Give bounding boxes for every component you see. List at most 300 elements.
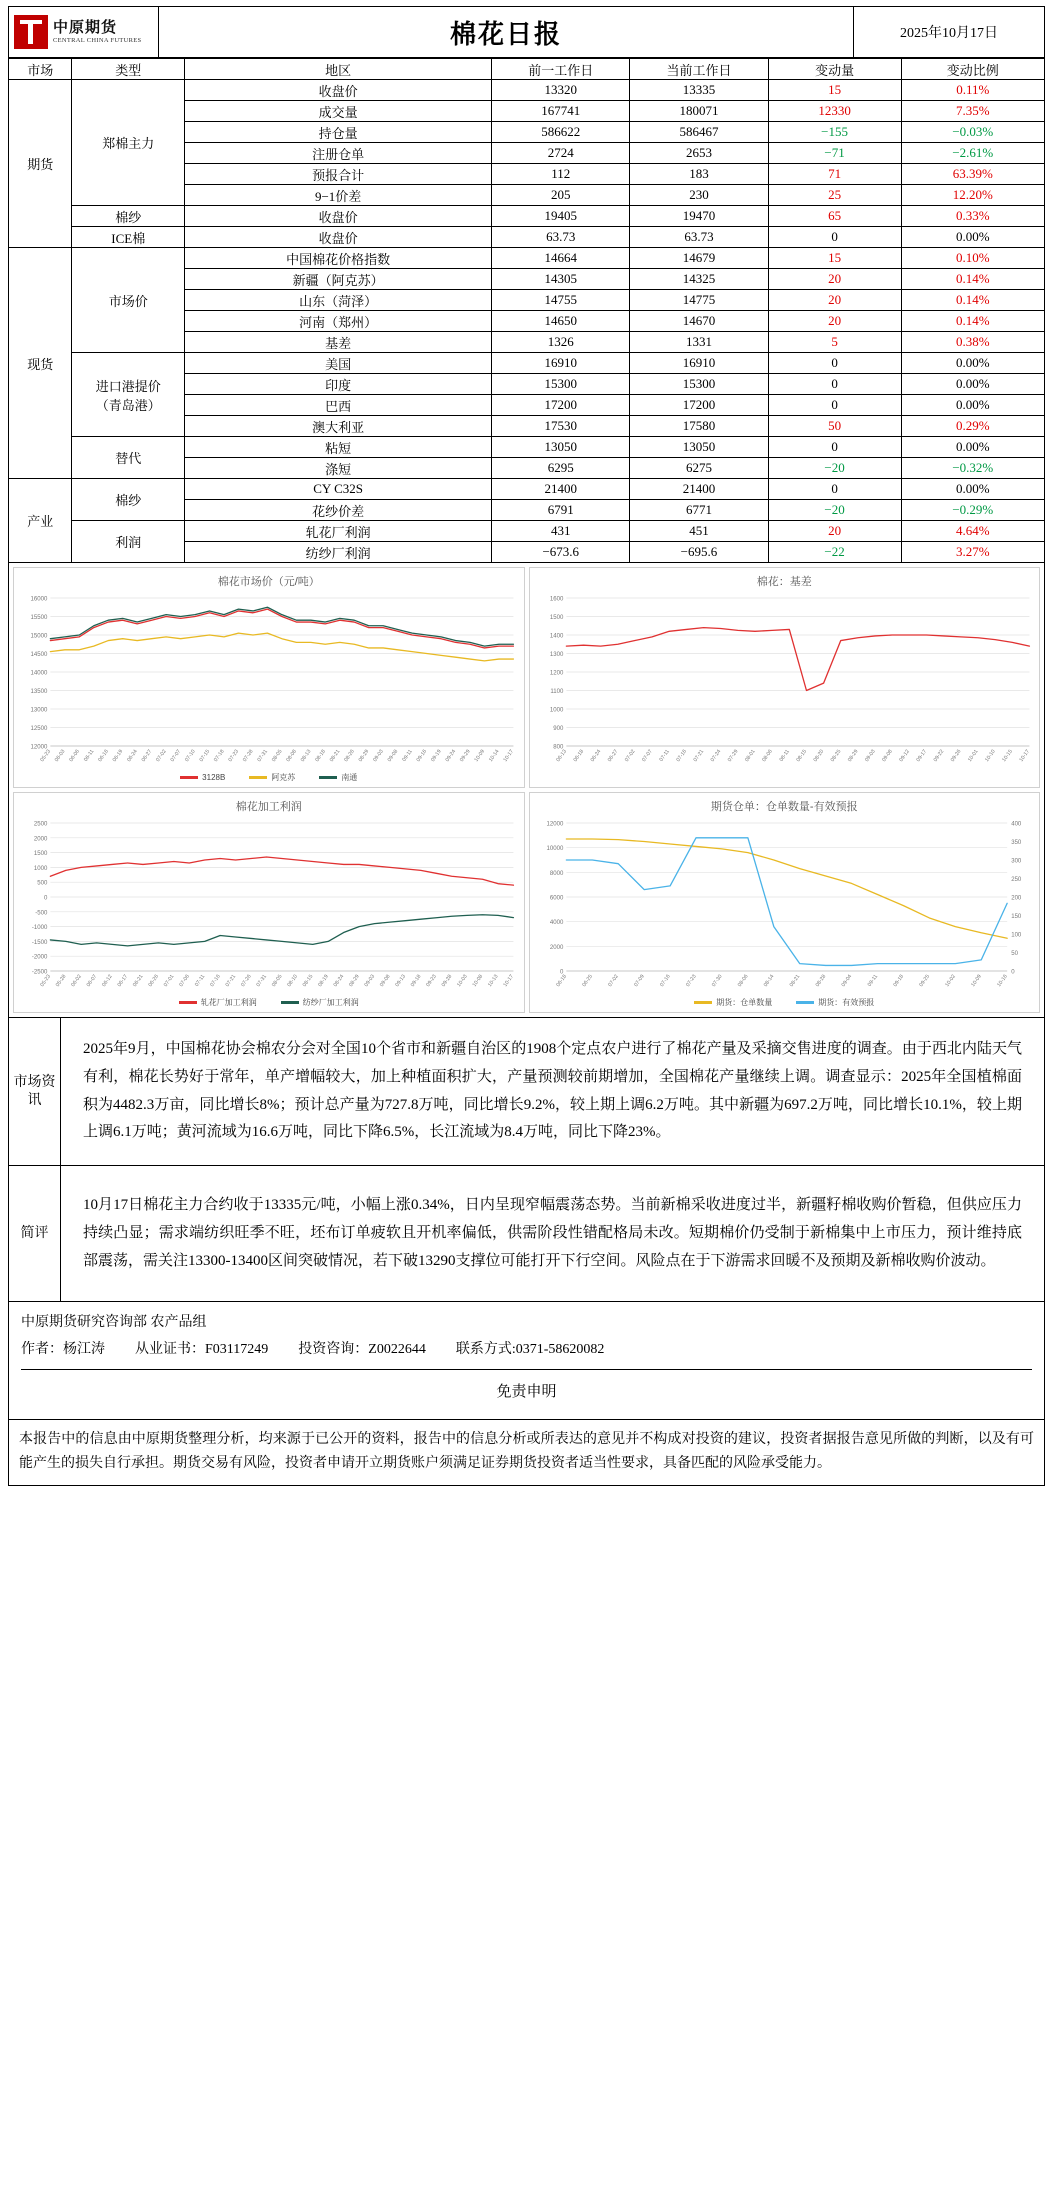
cell-change: 20	[768, 521, 901, 542]
cell-prev-value: 2724	[492, 143, 630, 164]
cell-prev-value: 16910	[492, 353, 630, 374]
svg-text:09-22: 09-22	[932, 748, 945, 764]
comment-block	[8, 1166, 1045, 1302]
cell-current-value: 14670	[630, 311, 768, 332]
svg-text:07-09: 07-09	[632, 973, 646, 989]
th-type: 类型	[72, 59, 185, 80]
chart-legend	[532, 995, 1038, 1012]
cell-change-pct: −2.61%	[901, 143, 1044, 164]
market-data-table	[8, 58, 1045, 563]
svg-text:07-02: 07-02	[623, 748, 637, 764]
svg-text:150: 150	[1010, 914, 1021, 920]
cell-change-pct: 0.00%	[901, 479, 1044, 500]
svg-text:09-23: 09-23	[425, 973, 438, 989]
chart-title: 期货仓单：仓单数量-有效预报	[710, 801, 858, 813]
svg-text:15000: 15000	[30, 633, 48, 640]
svg-text:2000: 2000	[33, 836, 48, 843]
table-row	[9, 206, 1045, 227]
svg-text:07-18: 07-18	[213, 748, 226, 764]
legend-swatch	[249, 776, 267, 779]
th-prev: 前一工作日	[492, 59, 630, 80]
svg-text:10-08: 10-08	[471, 973, 485, 989]
logo-name-cn: 中原期货	[53, 20, 118, 37]
svg-text:10-02: 10-02	[943, 973, 957, 989]
cell-type: 棉纱	[72, 206, 185, 227]
svg-text:09-13: 09-13	[394, 973, 408, 989]
svg-text:06-21: 06-21	[131, 973, 145, 989]
svg-text:2500: 2500	[33, 821, 48, 828]
cell-change: −20	[768, 458, 901, 479]
comment-text: 10月17日棉花主力合约收于13335元/吨，小幅上涨0.34%，日内呈现窄幅震荡态势。当前新棉采收进度过半，新疆籽棉收购价暂稳，但供应压力持续凸显；需求端纺织旺季不旺，坯布订单疲软且开机率偏低，供需阶段性错配格局未改。短期棉价仍受制于新棉集中上市压力，预计维持底部震荡，需关注13300-13400区间突破情况，若下破13290支撑位可能打开下行空间。风险点在于下游需求回暖不及预期及新棉收购价波动。	[83, 1197, 1022, 1269]
cell-prev-value: 431	[492, 521, 630, 542]
cell-change-pct: −0.29%	[901, 500, 1044, 521]
svg-text:10000: 10000	[546, 846, 563, 853]
cell-change-pct: 63.39%	[901, 164, 1044, 185]
svg-text:09-17: 09-17	[915, 748, 928, 764]
svg-text:08-29: 08-29	[348, 973, 361, 989]
legend-label: 轧花厂加工利润	[200, 998, 257, 1007]
footer-consult: 投资咨询：Z0022644	[298, 1341, 426, 1357]
svg-text:07-23: 07-23	[227, 748, 241, 764]
legend-swatch	[796, 1001, 814, 1004]
svg-text:08-21: 08-21	[328, 748, 342, 764]
footer-divider	[21, 1369, 1032, 1370]
cell-change-pct: 12.20%	[901, 185, 1044, 206]
svg-text:06-06: 06-06	[68, 748, 81, 764]
chart-canvas	[532, 590, 1038, 770]
svg-text:12000: 12000	[30, 744, 48, 751]
svg-text:07-02: 07-02	[606, 973, 620, 989]
svg-text:08-29: 08-29	[357, 748, 371, 764]
cell-change-pct: −0.03%	[901, 122, 1044, 143]
svg-text:10-14: 10-14	[487, 748, 501, 764]
cell-region: 美国	[185, 353, 492, 374]
chart-title: 棉花加工利润	[235, 801, 302, 813]
cell-market: 现货	[9, 248, 72, 479]
svg-text:07-16: 07-16	[658, 973, 672, 989]
svg-text:09-03: 09-03	[363, 973, 377, 989]
cell-region: 花纱价差	[185, 500, 492, 521]
cell-change-pct: 4.64%	[901, 521, 1044, 542]
report-date: 2025年10月17日	[900, 26, 998, 41]
chart-legend	[16, 995, 522, 1012]
svg-text:08-20: 08-20	[812, 748, 825, 764]
svg-text:07-23: 07-23	[684, 973, 698, 989]
svg-text:10-10: 10-10	[983, 748, 997, 764]
cell-region: 巴西	[185, 395, 492, 416]
cell-region: 新疆（阿克苏）	[185, 269, 492, 290]
svg-text:06-18: 06-18	[554, 973, 568, 989]
cell-change-pct: 0.00%	[901, 437, 1044, 458]
svg-text:10-15: 10-15	[1000, 748, 1014, 764]
cell-change: 12330	[768, 101, 901, 122]
cell-type: ICE棉	[72, 227, 185, 248]
svg-text:07-31: 07-31	[255, 973, 269, 989]
cell-change: 71	[768, 164, 901, 185]
svg-text:09-16: 09-16	[415, 748, 429, 764]
svg-text:09-28: 09-28	[440, 973, 454, 989]
cell-current-value: 230	[630, 185, 768, 206]
svg-text:13500: 13500	[30, 689, 48, 695]
th-market: 市场	[9, 59, 72, 80]
svg-text:-500: -500	[35, 910, 48, 917]
chart-processing-profit	[13, 792, 525, 1013]
cell-prev-value: 21400	[492, 479, 630, 500]
cell-change: 65	[768, 206, 901, 227]
svg-text:10-13: 10-13	[486, 973, 500, 989]
cell-current-value: 14679	[630, 248, 768, 269]
cell-region: 收盘价	[185, 80, 492, 101]
svg-text:200: 200	[1010, 895, 1021, 902]
cell-current-value: 451	[630, 521, 768, 542]
svg-text:05-23: 05-23	[39, 748, 53, 764]
svg-text:-2000: -2000	[31, 954, 48, 961]
svg-text:07-31: 07-31	[256, 748, 270, 764]
svg-text:06-19: 06-19	[111, 748, 125, 764]
cell-current-value: 17200	[630, 395, 768, 416]
svg-text:06-03: 06-03	[53, 748, 67, 764]
th-curr: 当前工作日	[630, 59, 768, 80]
svg-text:09-03: 09-03	[863, 748, 877, 764]
cell-current-value: 13050	[630, 437, 768, 458]
chart-warehouse-receipts	[529, 792, 1041, 1013]
cell-current-value: 586467	[630, 122, 768, 143]
cell-prev-value: 6295	[492, 458, 630, 479]
market-news-label: 市场资讯	[9, 1018, 61, 1165]
cell-change: 0	[768, 374, 901, 395]
legend-swatch	[694, 1001, 712, 1004]
svg-text:08-25: 08-25	[829, 748, 842, 764]
svg-text:1500: 1500	[33, 851, 48, 858]
legend-item	[319, 772, 357, 783]
svg-text:09-11: 09-11	[866, 973, 879, 988]
cell-region: 持仓量	[185, 122, 492, 143]
svg-text:09-26: 09-26	[949, 748, 962, 764]
svg-text:09-12: 09-12	[897, 748, 911, 764]
cell-change-pct: 0.29%	[901, 416, 1044, 437]
cell-current-value: 14775	[630, 290, 768, 311]
cell-current-value: 19470	[630, 206, 768, 227]
cell-current-value: 2653	[630, 143, 768, 164]
svg-text:07-11: 07-11	[193, 973, 207, 988]
cell-prev-value: 205	[492, 185, 630, 206]
cell-change: 0	[768, 353, 901, 374]
logo-name-en: CENTRAL CHINA FUTURES	[53, 36, 142, 44]
svg-text:300: 300	[1010, 858, 1021, 865]
cell-prev-value: 63.73	[492, 227, 630, 248]
cell-region: 收盘价	[185, 227, 492, 248]
svg-text:0: 0	[559, 969, 563, 976]
table-row	[9, 479, 1045, 500]
cell-change: 50	[768, 416, 901, 437]
th-region: 地区	[185, 59, 492, 80]
cell-type: 棉纱	[72, 479, 185, 521]
cell-change: 0	[768, 437, 901, 458]
cell-change-pct: 0.14%	[901, 290, 1044, 311]
svg-text:08-26: 08-26	[343, 748, 356, 764]
svg-text:07-26: 07-26	[240, 973, 253, 989]
svg-text:08-15: 08-15	[794, 748, 808, 764]
cell-current-value: 21400	[630, 479, 768, 500]
table-row	[9, 521, 1045, 542]
cell-change: 20	[768, 311, 901, 332]
svg-text:06-16: 06-16	[97, 748, 110, 764]
cell-type: 进口港提价 （青岛港）	[72, 353, 185, 437]
svg-text:05-23: 05-23	[39, 973, 53, 989]
svg-text:1500: 1500	[549, 615, 563, 621]
svg-text:800: 800	[552, 744, 563, 751]
cell-region: 中国棉花价格指数	[185, 248, 492, 269]
cell-region: 涤短	[185, 458, 492, 479]
cell-region: 粘短	[185, 437, 492, 458]
svg-text:10-03: 10-03	[456, 973, 469, 989]
cell-change: 25	[768, 185, 901, 206]
legend-swatch	[180, 776, 198, 779]
svg-text:07-16: 07-16	[209, 973, 222, 989]
svg-text:10-09: 10-09	[473, 748, 487, 764]
svg-text:50: 50	[1010, 951, 1018, 957]
svg-text:07-24: 07-24	[709, 748, 722, 764]
legend-label: 期货：仓单数量	[716, 998, 773, 1007]
legend-label: 3128B	[202, 773, 226, 782]
svg-text:10-01: 10-01	[966, 748, 980, 764]
svg-text:05-28: 05-28	[54, 973, 68, 989]
cell-region: 山东（菏泽）	[185, 290, 492, 311]
cell-current-value: 13335	[630, 80, 768, 101]
svg-text:06-12: 06-12	[101, 973, 114, 989]
cell-change: −20	[768, 500, 901, 521]
cell-region: 注册仓单	[185, 143, 492, 164]
legend-item	[281, 997, 359, 1008]
cell-change: 20	[768, 290, 901, 311]
cell-change: −155	[768, 122, 901, 143]
cell-current-value: 15300	[630, 374, 768, 395]
cell-type: 市场价	[72, 248, 185, 353]
cell-current-value: 14325	[630, 269, 768, 290]
cell-current-value: 17580	[630, 416, 768, 437]
svg-text:16000: 16000	[30, 596, 48, 603]
svg-text:06-13: 06-13	[554, 748, 568, 764]
table-row	[9, 353, 1045, 374]
cell-change: 5	[768, 332, 901, 353]
chart-cotton-spot-price	[13, 567, 525, 788]
cell-prev-value: 14755	[492, 290, 630, 311]
svg-text:06-24: 06-24	[126, 748, 139, 764]
cell-prev-value: 14305	[492, 269, 630, 290]
legend-swatch	[179, 1001, 197, 1004]
svg-text:900: 900	[552, 726, 563, 732]
svg-text:10-17: 10-17	[502, 973, 516, 989]
svg-text:08-14: 08-14	[762, 973, 775, 989]
cell-prev-value: 167741	[492, 101, 630, 122]
table-header-row	[9, 59, 1045, 80]
svg-text:08-11: 08-11	[778, 748, 791, 763]
svg-text:08-06: 08-06	[760, 748, 774, 764]
cell-prev-value: −673.6	[492, 542, 630, 563]
svg-text:08-21: 08-21	[788, 973, 801, 989]
table-body	[9, 80, 1045, 563]
cell-change-pct: −0.32%	[901, 458, 1044, 479]
cell-type: 替代	[72, 437, 185, 479]
cell-prev-value: 6791	[492, 500, 630, 521]
cell-current-value: 1331	[630, 332, 768, 353]
svg-text:12500: 12500	[30, 726, 48, 732]
svg-text:08-05: 08-05	[270, 748, 284, 764]
svg-text:09-24: 09-24	[444, 748, 458, 764]
svg-text:8000: 8000	[549, 870, 563, 877]
svg-text:06-25: 06-25	[580, 973, 594, 989]
cell-change: −71	[768, 143, 901, 164]
cell-change: 15	[768, 248, 901, 269]
svg-text:1000: 1000	[33, 865, 48, 872]
legend-item	[694, 997, 772, 1008]
cell-current-value: 63.73	[630, 227, 768, 248]
svg-text:07-29: 07-29	[726, 748, 740, 764]
cell-change: 0	[768, 479, 901, 500]
svg-text:14000: 14000	[30, 670, 48, 677]
chart-legend	[532, 770, 1038, 776]
svg-text:07-21: 07-21	[224, 973, 238, 989]
legend-item	[796, 997, 874, 1008]
svg-text:-2500: -2500	[31, 969, 48, 976]
legend-item	[179, 997, 257, 1008]
page-title: 棉花日报	[159, 7, 854, 57]
svg-text:09-19: 09-19	[430, 748, 443, 764]
svg-text:10-17: 10-17	[502, 748, 516, 764]
cell-change: −22	[768, 542, 901, 563]
cell-region: 河南（郑州）	[185, 311, 492, 332]
svg-text:1300: 1300	[549, 652, 563, 658]
svg-text:06-07: 06-07	[85, 973, 99, 989]
cell-prev-value: 1326	[492, 332, 630, 353]
svg-text:06-27: 06-27	[606, 748, 619, 764]
cell-change-pct: 0.00%	[901, 395, 1044, 416]
cell-change-pct: 0.00%	[901, 227, 1044, 248]
svg-text:08-24: 08-24	[332, 973, 346, 989]
svg-text:07-15: 07-15	[198, 748, 212, 764]
legend-swatch	[281, 1001, 299, 1004]
svg-text:09-04: 09-04	[840, 973, 853, 989]
cell-region: 纺纱厂利润	[185, 542, 492, 563]
cell-current-value: 180071	[630, 101, 768, 122]
legend-swatch	[319, 776, 337, 779]
svg-text:07-06: 07-06	[178, 973, 191, 989]
svg-text:09-03: 09-03	[372, 748, 385, 764]
report-header	[8, 6, 1045, 58]
cell-current-value: 16910	[630, 353, 768, 374]
footer-license: 从业证书：F03117249	[135, 1341, 269, 1357]
svg-text:09-18: 09-18	[409, 973, 423, 989]
svg-text:07-07: 07-07	[640, 748, 654, 764]
cell-type: 利润	[72, 521, 185, 563]
th-change: 变动量	[768, 59, 901, 80]
svg-text:350: 350	[1010, 840, 1021, 846]
th-change-pct: 变动比例	[901, 59, 1044, 80]
cell-region: 印度	[185, 374, 492, 395]
svg-text:13000: 13000	[30, 707, 48, 714]
cell-market: 产业	[9, 479, 72, 563]
footer-author: 作者：杨江涛	[21, 1341, 105, 1357]
legend-label: 纺纱厂加工利润	[302, 998, 359, 1007]
logo-icon	[14, 15, 48, 49]
svg-text:08-08: 08-08	[285, 748, 299, 764]
charts-section	[8, 563, 1045, 1018]
cell-change: 0	[768, 227, 901, 248]
cell-change-pct: 3.27%	[901, 542, 1044, 563]
svg-text:0: 0	[43, 895, 48, 902]
svg-text:06-17: 06-17	[116, 973, 130, 989]
svg-text:09-08: 09-08	[386, 748, 400, 764]
table-row	[9, 248, 1045, 269]
svg-text:08-01: 08-01	[743, 748, 757, 764]
cell-change-pct: 0.38%	[901, 332, 1044, 353]
cell-prev-value: 17200	[492, 395, 630, 416]
svg-text:07-21: 07-21	[692, 748, 705, 764]
chart-title: 棉花市场价（元/吨）	[217, 576, 320, 588]
chart-canvas	[16, 815, 522, 995]
svg-text:08-13: 08-13	[299, 748, 313, 764]
company-logo	[9, 7, 159, 57]
svg-text:09-25: 09-25	[917, 973, 931, 989]
chart-canvas	[16, 590, 522, 770]
svg-text:08-18: 08-18	[314, 748, 327, 764]
footer-dept: 中原期货研究咨询部 农产品组	[21, 1315, 207, 1331]
chart-title: 棉花：基差	[756, 576, 812, 588]
svg-text:100: 100	[1010, 932, 1021, 939]
cell-change-pct: 0.10%	[901, 248, 1044, 269]
svg-text:07-02: 07-02	[155, 748, 168, 764]
svg-text:06-24: 06-24	[589, 748, 602, 764]
cell-region: 轧花厂利润	[185, 521, 492, 542]
cell-prev-value: 14650	[492, 311, 630, 332]
svg-text:09-29: 09-29	[459, 748, 472, 764]
svg-text:10-16: 10-16	[995, 973, 1009, 989]
cell-change-pct: 0.11%	[901, 80, 1044, 101]
svg-text:1600: 1600	[549, 596, 563, 603]
svg-text:09-08: 09-08	[880, 748, 894, 764]
cell-change-pct: 0.00%	[901, 374, 1044, 395]
svg-text:07-10: 07-10	[184, 748, 197, 764]
cell-region: 澳大利亚	[185, 416, 492, 437]
svg-text:07-30: 07-30	[710, 973, 724, 989]
svg-text:08-19: 08-19	[317, 973, 330, 989]
svg-text:08-05: 08-05	[270, 973, 284, 989]
svg-text:10-17: 10-17	[1017, 748, 1031, 764]
svg-text:07-16: 07-16	[674, 748, 688, 764]
cell-current-value: 6275	[630, 458, 768, 479]
svg-text:10-09: 10-09	[969, 973, 983, 989]
cell-region: 成交量	[185, 101, 492, 122]
cell-prev-value: 13320	[492, 80, 630, 101]
logo-text	[53, 20, 141, 44]
svg-text:08-15: 08-15	[301, 973, 315, 989]
cell-region: 预报合计	[185, 164, 492, 185]
svg-text:1000: 1000	[549, 707, 563, 714]
svg-text:09-11: 09-11	[401, 748, 414, 763]
svg-text:1200: 1200	[549, 670, 563, 677]
cell-change: 15	[768, 80, 901, 101]
svg-text:0: 0	[1010, 969, 1015, 976]
svg-text:400: 400	[1010, 821, 1021, 828]
table-row	[9, 227, 1045, 248]
chart-legend	[16, 770, 522, 787]
cell-current-value: 6771	[630, 500, 768, 521]
svg-text:-1000: -1000	[31, 925, 48, 932]
cell-prev-value: 586622	[492, 122, 630, 143]
svg-text:06-11: 06-11	[83, 748, 96, 763]
svg-text:07-07: 07-07	[169, 748, 183, 764]
chart-canvas	[532, 815, 1038, 995]
